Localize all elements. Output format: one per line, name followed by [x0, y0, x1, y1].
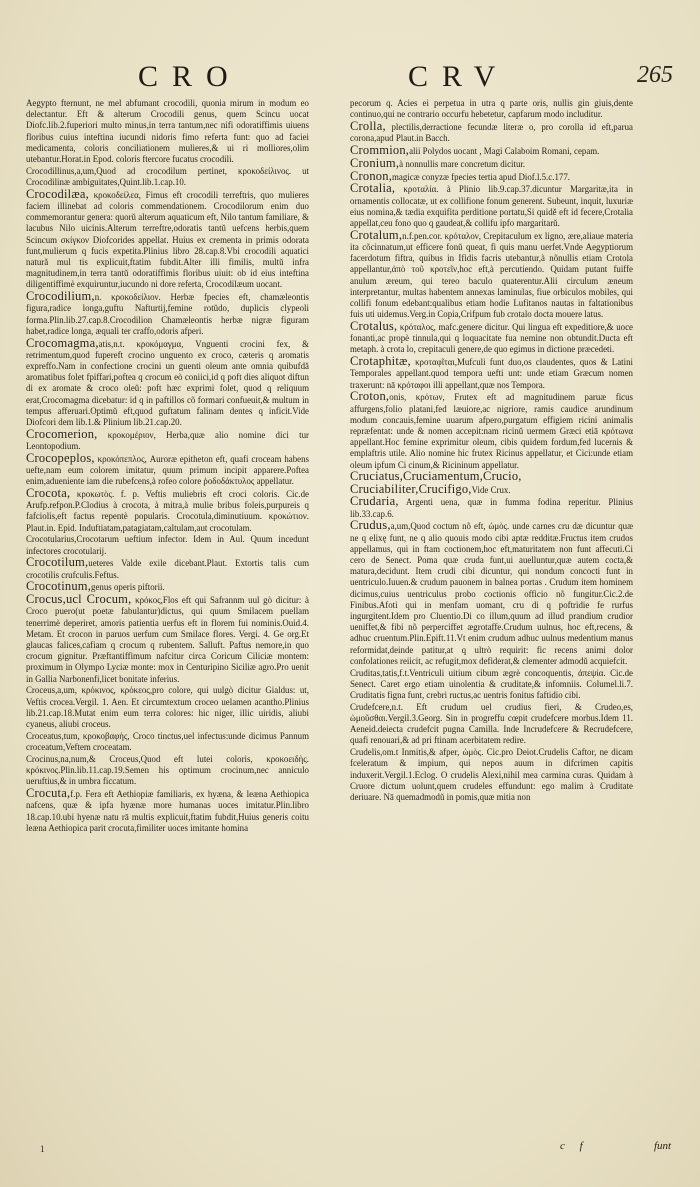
entry-text: κροταφῖται,Mufculi funt duo,os claudentes, quos & Latini Temporales appellant.quod tempora uefti unt: unde etiam Græcum nomen traxerunt: nā κρόταφοι illi appellant,quæ nos Tempora. — [350, 357, 633, 390]
entry-text: ueteres Valde exile dicebant.Plaut. Extortis talis cum crocotilis crufculis.Feftus. — [26, 558, 309, 580]
dictionary-entry — [26, 186, 309, 291]
dictionary-entry — [350, 391, 633, 470]
dictionary-entry — [350, 471, 633, 495]
entry-text: Crudefcere,n.t. Eft crudum uel crudius fieri, & Crudeo,es, ὠμοῦσθαι.Vergil.3.Georg. Sin in progreffu cœpit crudefcere morbus.Idem 11. Aeneid.deiecta crudefcit pugna Camilla. Inde Incrudefcere & Recrudefcere, quafi renouari,& ad pri ftinam acerbitatem redire. — [350, 701, 633, 746]
dictionary-entry — [26, 488, 309, 534]
header-right-guideword: CRV — [408, 60, 510, 93]
dictionary-entry — [350, 155, 633, 170]
dictionary-entry — [350, 668, 633, 702]
entry-headword: Crudaria, — [350, 494, 399, 509]
dictionary-entry — [350, 520, 633, 667]
dictionary-entry — [26, 754, 309, 788]
entry-text: a,um,Quod coctum nõ eft, ὠμὸς. unde carnes cru dæ dicuntur quæ ne q elixę funt, ne q alio quouis modo cibi aptæ redditæ.Fructus item crudos appellamus, qui in ftam coctionem,hoc eft,maturitatem non funt affecuti.Ci cero de Senect. Poma quæ cruda funt,ui auelluntur,quæ autem cocta,& matura,decidunt. Item crudi cibi dicuntur, qui nondum concocti funt in uentriculo.Iuuen.& crudum pauonem in balnea portas . Crudum item hominem dicimus,cuius uentriculus probo coctionis officio nõ fungitur.Cic.2.de Finibus.Afoti qui in menfam uomant, cru di q poftridie fe rurfus ingurgitent.Idem pro Cluentio.Di co illum,quum ad illud prandium crudior ueniffet,& fibi nõ perperciffet ægrotaffe.Crudum uulnus, hoc eft,recens, & adhuc cruentum.Plin.Epift.11.Vt enim crudum adhuc uulnus medentium manus reformidat,deinde patitur,at q ultrò requirit: fic recens animi dolor confolationes reiicit, ac refugit,mox defiderat,& clementer admodŭ acquiefcit. — [350, 521, 633, 666]
entry-text: Crocodillinus,a,um,Quod ad crocodilum pertinet, κροκοδείλινος. ut Crocodilinæ ambiguitates,Quint.lib.1.cap.10. — [26, 165, 309, 188]
entry-text: alii Polydos uocant , Magi Calaboim Romani, cepam. — [409, 146, 600, 156]
entry-text: Cruditas,tatis,f.t.Ventriculi uitium cibum ægrè concoquentis, ἀπεψία. Cic.de Senect. Caret ergo etiam uinolentia & cruditate,& infomniis. Columel.li.7. Cruditatis figna funt, crebri ructus,ac uentris fonitus faftidio cibi. — [350, 667, 633, 701]
entry-text: κροκωτὸς. f. p. Veftis muliebris eft croci coloris. Cic.de Arufp.refpon.P.Clodius à crocota, à mitra,à mulie bribus foleis,purpureis q fafciolis,eft factus repentè popularis. Crocotula,diminutiuum. κροκώτιον. Plaut.in. Epid. Induftiatam,patagiatam,caltulam,aut crocotulam. — [26, 489, 309, 533]
entry-headword: Crotalum, — [350, 227, 403, 242]
entry-text: Crudelis,om.t Inmitis,& afper, ὠμὸς. Cic.pro Deiot.Crudelis Caftor, ne dicam fceleratum & impium, qui nepos auum in difcrimen capitis induxerit.Vergil.1.Eclog. O crudelis Alexi,nihil mea carmina curas. Quidam à Cruore dictum uolunt,quem crudeles effundunt: ego malim à Cruditate deriuare. Nā quemadmodŭ in pomis,quæ mitia non — [350, 747, 633, 803]
running-header — [0, 60, 700, 100]
entry-headword: Crocus,ucl Crocum, — [26, 592, 132, 607]
entry-text: à nonnullis mare concretum dicitur. — [399, 158, 526, 169]
entry-headword: Crotalus, — [350, 319, 398, 334]
entry-text: n. κροκοδείλιον. Herbæ fpecies eft, chamæleontis figura,radice longa,guftu Nafturtij,femine rotŭdo, duplicis clypeoli forma.Plin.lib.27.cap.8.Crocodilion Chamæleontis herbæ nigræ figuram habet,radice longa, æquali ter craffo,odoris afperi. — [26, 292, 309, 336]
entry-headword: Crocomerion, — [26, 426, 98, 441]
entry-text: plectilis,derractione fecundæ literæ o, pro corolla id eft,parua corona,apud Plaut.in Bacch. — [350, 122, 633, 144]
entry-headword: Crolla, — [350, 119, 386, 133]
entry-text: Crocinus,na,num,& Croceus,Quod eft lutei coloris, κροκοειδὴς. κρόκινος.Plin.lib.11.cap.19.Semen his optimum crocinum,nec anniculo ueruftius,& in umbra ficcatum. — [26, 753, 309, 787]
dictionary-entry — [26, 426, 309, 452]
entry-text: Aegypto fternunt, ne mel abfumant crocodili, quonia mirum in modum eo delectantur. Eft & alterum Crocodili genus, quem Scincu uocat Diofc.lib.2.fuperiori multo minus,in terra tantum,nec nifi odoratiffimis uiuens floribus cuius inteftina iucundi nidoris fimo referta funt: quo ad faciei medicamenta, coloris conciliationem mulieres,& ui ri molliores,olim utebantur.Horat.in Epod. coloris ftercore fucatus crocodili. — [26, 98, 309, 165]
right-column — [350, 98, 633, 804]
entry-text: onis, κρότων, Frutex eft ad magnitudinem paruæ ficus affurgens,folio platani,fed læuiore,ac nigriore, ramis caudice arundinum modum concauis,femine uuarum afpero,purgatum effigiem ricini animalis repræfentat: unde & nomen accepit:nam ricinŭ uermem Græci etiā κρότωνα appellant.Hoc femine exprimitur oleum, cibis quidem fordum,fed lucernis & emplaftris utile. Alio nomine hic frutex Ricinus appellatur, et Cici:unde etiam oleum ipfum Ci cinum,& Ricininum appellatur. — [350, 392, 633, 470]
entry-text: n.f.pen.cor. κρόταλον, Crepitaculum ex ligno, ære,aliaue materia ita cõcinnatum,ut efficere fonŭ queat, fi quis manu uerfet.Vnde Aegyptiorum facerdotum fiftra, quibus in Ifidis facris utebantur,à nõnullis etiam Crotola appellantur,ἀπὸ τοῦ κροτεῖν,hoc eft,à percutiendo. Quidam putant fuiffe anulum æreum, qui tereo baculo quaterentur.Alii circulum æneum interpretantur, multas habentem annexas laminulas, fiue orbiculos mobiles, qui collifi fonum edebant:qualibus etiam hodie Lufitanos nautas in faltationibus fuis uti uidemus.Verg.in Copia,Crifpum fub crotalo docta mouere latus. — [350, 230, 633, 320]
catchword: funt — [654, 1140, 672, 1152]
entry-text: Crocotularius,Crocotarum ueftium infector. Idem in Aul. Quum incedunt infectores crocotularij. — [26, 534, 309, 556]
entry-headword: Crommion, — [350, 143, 410, 157]
signature-mark: c f — [560, 1140, 589, 1152]
footer-mark: 1 — [40, 1144, 45, 1154]
entry-headword: Crotaphitæ, — [350, 354, 411, 369]
entry-headword: Crocodilæa, — [26, 186, 89, 201]
entry-text: pecorum q. Acies ei perpetua in utra q parte oris, nullis gin giuis,dente continuo,qui ne contrario occurfu hebetetur, capfarum modo includitur. — [350, 98, 633, 120]
dictionary-entry — [350, 496, 633, 519]
entry-headword: Croton, — [350, 389, 390, 404]
entry-text: κροκοδείλεα, Fimus eft crocodili terreftris, quo mulieres faciem illinebat ad coloris commendationem. Crocodilorum enim duo commemorantur genera: quorŭ alterum aquaticum eft, Nilo tantum familiare, & lacubus Nilo uicinis.Alterum terreftre,odoratis tantŭ uefcens herbis,quem Scincum σκίγκον Diofcorides appellat. Huius ex crementa in primis odorata funt,mulierum q fucis expetita.Plinius libro 28.cap.8.Vbi crocodili aquatici natură mul tis explicuit,ftatim fubdit.Alter illi fimilis, multŭ infra magnitudinem,in terra tantŭ odoratiffimis floribus uiuit: ob id eius inteftina diligentiffimè exquiruntur,iucundo ni dore referta, Crocodilæum uocant. — [26, 189, 309, 290]
entry-text: κροκομέριον, Herba,quæ alio nomine dici tur Leontopodium. — [26, 429, 309, 452]
entry-text: Vide Crux. — [471, 484, 511, 495]
dictionary-entry — [26, 788, 309, 834]
dictionary-entry — [350, 321, 633, 356]
dictionary-entry — [350, 356, 633, 391]
page-number: 265 — [637, 62, 673, 88]
entry-headword: Crudus, — [350, 518, 391, 533]
header-left-guideword: CRO — [138, 60, 242, 93]
dictionary-entry — [26, 98, 309, 165]
entry-headword: Crocopeplos, — [26, 450, 95, 465]
dictionary-entry — [26, 731, 309, 753]
dictionary-entry — [26, 291, 309, 337]
entry-headword: Crocotinum, — [26, 579, 92, 594]
left-column — [26, 98, 309, 835]
dictionary-entry — [350, 98, 633, 120]
dictionary-entry — [350, 183, 633, 229]
dictionary-entry — [350, 747, 633, 803]
entry-text: Croceatus,tum, κροκοβαφὴς, Croco tinctus,uel infectus:unde dicimus Pannum croceatum,Veftem croceatam. — [26, 730, 309, 753]
entry-text: κροταλία. à Plinio lib.9.cap.37.dicuntur Margaritæ,ita in ornamentis collocatæ, ut ex collifione fonum generent. Subeunt, inquit, luxuriæ eius nomina,& tædia exquifita perditione portatu,Si quidě eft id fecere,Crotalia appellat,ceu fono quo q gaudeat,& collifu ipfo margaritarŭ. — [350, 184, 633, 228]
entry-text: Croceus,a,um, κρόκινος, κρόκεος,pro colore, qui uulgò dicitur Gialdus: ut, Veftis crocea.Vergil. 1. Aen. Et circumtextum croceo uelamen acantho.Plinius lib.21.cap.18.Mutat enim eum terra colores: hic niger, illic uiridis, aliubi cyaneus, aliubi croceus. — [26, 685, 309, 730]
dictionary-entry — [350, 702, 633, 747]
entry-text: f.p. Fera eft Aethiopiæ familiaris, ex hyæna, & leæna Aethiopica nafcens, quæ & ipfa hyænæ more humanas uoces imitatur.Plin.libro 18.cap.10.ubi hyenæ natu rā multis explicuit,ftatim fubdit,Huius generis coitu leæna Aethiopica parit crocuta,fimiliter uoces imitante homina — [26, 789, 309, 833]
entry-headword: Cronium, — [350, 155, 400, 170]
entry-headword: Cronon, — [350, 168, 393, 183]
entry-headword: Crocodilium, — [26, 289, 95, 304]
entry-text: κρόκος,Flos eft qui Safrannm uul gò dicitur: à Croco puero(ut poetæ fabulantur)dictus, qui quum Smilacem puellam tenerrimè deperiret, amoris patientia uerfus eft in florem fui nominis.Ouid.4. Metam. Et crocon in paruos uerfum cum Smilace flores. Vergi. 4. Ge org.Et glaucas falices,cafiam q crocum q rubentem. Salluft. Paftus nemore,in quo crocum gignitur. Præftantiffimum nafcitur circa Coricum Ciliciæ montem: proximum in Olympo Lyciæ monte: mox in Centuripino Siciliæ agro.Pro uenit in Gallia Narbonenfi,licet bonitate inferius. — [26, 595, 309, 684]
entry-headword: Crocota, — [26, 486, 71, 501]
dictionary-entry — [26, 534, 309, 556]
entry-text: genus operis piftorii. — [91, 582, 165, 593]
dictionary-entry — [26, 594, 309, 685]
dictionary-entry — [26, 335, 309, 429]
entry-headword: Cruciatus,Cruciamentum,Crucio, Cruciabiliter,Crucifigo, — [350, 469, 522, 496]
entry-text: κρόταλος, mafc.genere dicitur. Qui lingua eft expeditiore,& uoce fonanti,ac propè tinnula,qui q loquacitate fua nemine non obtundit.Ducta eft metaph. à crota lo, crepitaculi genere,de quo egimus in dictione præcedeti. — [350, 322, 633, 355]
entry-text: atis,n.t. κροκόμαγμα, Vnguenti crocini fex, & retrimentum,quod fupereft crocino unguento ex croco, cæteris q aromatis expreffo.Nam in confectione crocini un guenti oleum ante omnia quibufdă aromatibus folet fpiffari,poftea q crocum eò coniici,id q poft dies aliquot diftun di ex aromate & croco oleŭ: poft hæc exprimi folet, quod q reliquum erat,Crocomagma dicebatur: id q in paftillos cõ formari confueuit,& multum in tempus afferuari.Optimŭ eft,quod guftatum falinam dentes q inficit.Vide Diofcori dem lib.1.& Plinium lib.21.cap.20. — [26, 338, 309, 428]
dictionary-entry — [26, 685, 309, 730]
dictionary-entry — [350, 121, 633, 144]
dictionary-entry — [26, 166, 309, 188]
entry-text: κροκόπεπλος, Auroræ epitheton eft, quafi croceam habens uefte,nam eum colorem imitatur, quum primum incipit apparere.Poftea enim,adueniente iam die rubefcens,à rofeo colore ῥοδοδάκτυλος appellatur. — [26, 453, 309, 487]
entry-text: Argenti uena, quæ in fumma fodina reperitur. Plinius lib.33.cap.6. — [350, 497, 633, 519]
entry-headword: Crocuta, — [26, 786, 71, 801]
dictionary-entry — [26, 450, 309, 488]
entry-headword: Crocomagma, — [26, 335, 99, 350]
entry-headword: Crocotilum, — [26, 555, 89, 570]
dictionary-entry — [350, 227, 633, 321]
page-footer — [0, 1140, 700, 1160]
entry-headword: Crotalia, — [350, 181, 396, 196]
entry-text: magicæ conyzæ fpecies tertia apud Diof.l.5.c.177. — [392, 171, 570, 182]
dictionary-entry — [26, 557, 309, 580]
